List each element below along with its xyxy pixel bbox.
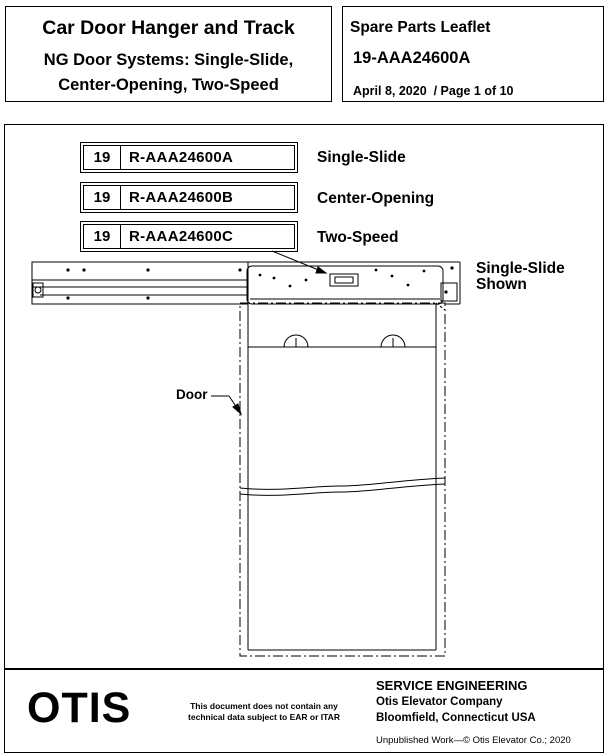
disclaimer-line1: This document does not contain any <box>190 701 338 711</box>
part-number: R-AAA24600B <box>129 189 234 206</box>
company-name: Otis Elevator Company <box>376 696 503 708</box>
otis-logo: OTIS <box>27 684 132 732</box>
part-description: Single-Slide <box>317 149 406 166</box>
part-number: R-AAA24600A <box>129 149 234 166</box>
date-page: April 8, 2020 / Page 1 of 10 <box>353 84 514 98</box>
document-subtitle-line2: Center-Opening, Two-Speed <box>58 76 279 94</box>
department: SERVICE ENGINEERING <box>376 678 528 693</box>
shown-label-line1: Single-Slide <box>476 260 565 277</box>
shown-label-line2: Shown <box>476 276 527 293</box>
footer-divider <box>4 668 604 670</box>
company-location: Bloomfield, Connecticut USA <box>376 712 536 724</box>
disclaimer-line2: technical data subject to EAR or ITAR <box>188 712 340 722</box>
part-item-number: 19 <box>84 186 121 209</box>
part-item-number: 19 <box>84 146 121 169</box>
part-description: Center-Opening <box>317 190 435 207</box>
part-number: R-AAA24600C <box>129 228 234 245</box>
export-disclaimer <box>166 701 362 723</box>
document-subtitle-line1: NG Door Systems: Single-Slide, <box>43 51 294 69</box>
copyright: Unpublished Work—© Otis Elevator Co.; 2020 <box>376 735 571 746</box>
leaflet-number: 19-AAA24600A <box>353 49 471 67</box>
part-item-number: 19 <box>84 225 121 248</box>
part-description: Two-Speed <box>317 229 399 246</box>
document-title: Car Door Hanger and Track <box>42 17 295 39</box>
door-label: Door <box>176 387 208 402</box>
leaflet-label: Spare Parts Leaflet <box>350 19 491 36</box>
